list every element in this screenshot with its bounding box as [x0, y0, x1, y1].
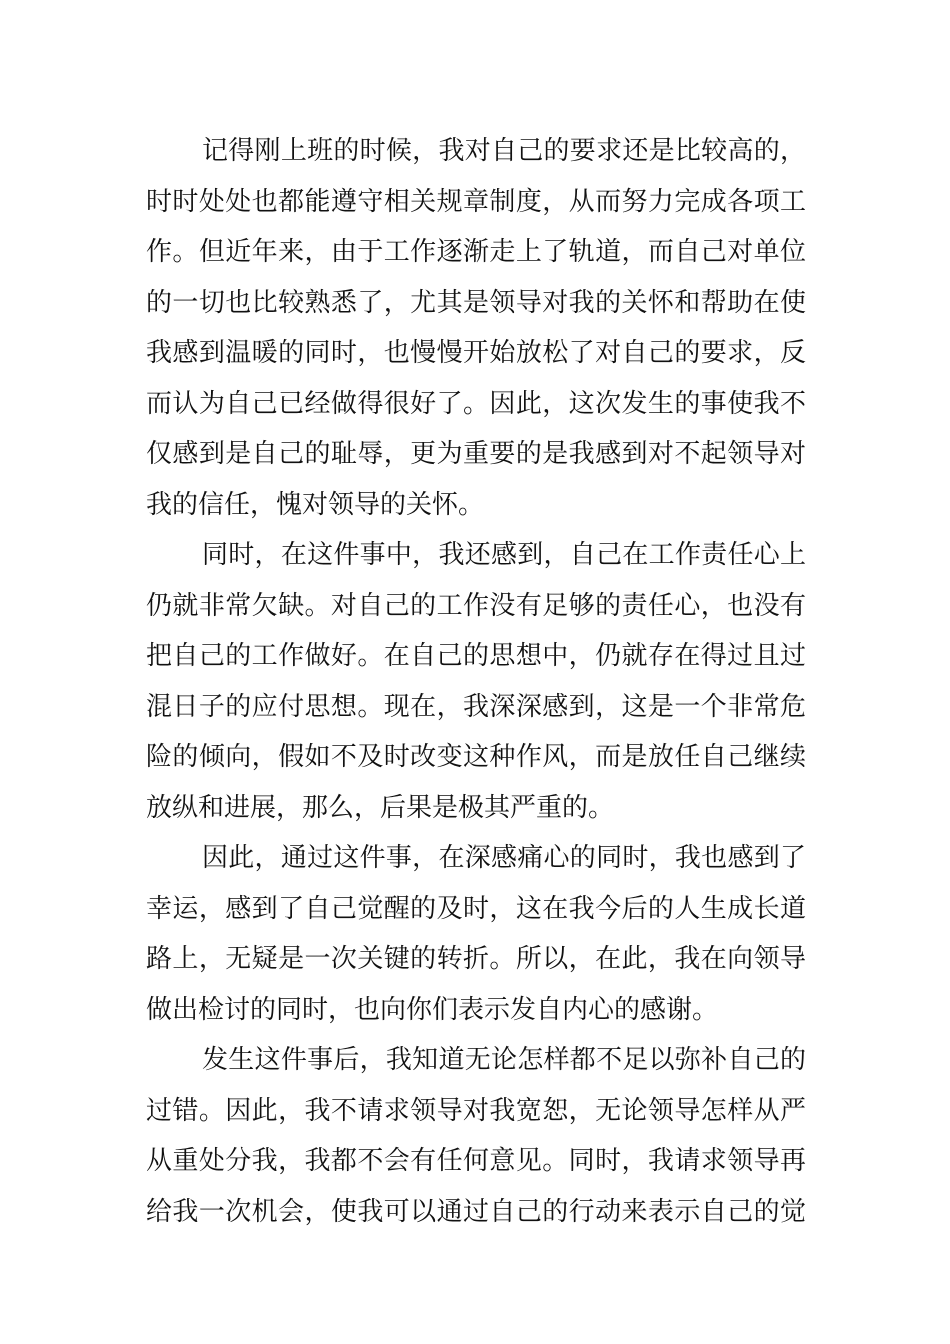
text-line: 险的倾向，假如不及时改变这种作风，而是放任自己继续 [146, 742, 806, 772]
text-line: 放纵和进展，那么，后果是极其严重的。 [146, 792, 615, 823]
text-line: 而认为自己已经做得很好了。因此，这次发生的事使我不 [146, 388, 806, 419]
document-body [146, 126, 806, 1237]
paragraph-2 [146, 530, 806, 833]
text-line: 把自己的工作做好。在自己的思想中，仍就存在得过且过 [146, 641, 806, 671]
text-line: 的一切也比较熟悉了，尤其是领导对我的关怀和帮助在使 [146, 287, 806, 318]
text-line: 混日子的应付思想。现在，我深深感到，这是一个非常危 [146, 691, 806, 722]
paragraph-1 [146, 126, 806, 530]
text-line: 路上，无疑是一次关键的转折。所以，在此，我在向领导 [146, 944, 806, 974]
text-line: 因此，通过这件事，在深感痛心的同时，我也感到了 [202, 843, 806, 873]
text-line: 我的信任，愧对领导的关怀。 [146, 489, 485, 520]
text-line: 我感到温暖的同时，也慢慢开始放松了对自己的要求，反 [146, 338, 806, 368]
text-line: 过错。因此，我不请求领导对我宽恕，无论领导怎样从严 [146, 1095, 806, 1126]
text-line: 时时处处也都能遵守相关规章制度，从而努力完成各项工 [146, 186, 806, 217]
text-line: 做出检讨的同时，也向你们表示发自内心的感谢。 [146, 994, 719, 1025]
paragraph-3 [146, 833, 806, 1035]
text-line: 仍就非常欠缺。对自己的工作没有足够的责任心，也没有 [146, 590, 806, 621]
text-line: 从重处分我，我都不会有任何意见。同时，我请求领导再 [146, 1146, 806, 1176]
text-line: 仅感到是自己的耻辱，更为重要的是我感到对不起领导对 [146, 439, 806, 469]
paragraph-4 [146, 1035, 806, 1237]
text-line: 发生这件事后，我知道无论怎样都不足以弥补自己的 [202, 1045, 806, 1075]
text-line: 给我一次机会，使我可以通过自己的行动来表示自己的觉 [146, 1196, 806, 1227]
text-line: 作。但近年来，由于工作逐渐走上了轨道，而自己对单位 [146, 237, 806, 267]
text-line: 幸运，感到了自己觉醒的及时，这在我今后的人生成长道 [146, 893, 806, 924]
text-line: 记得刚上班的时候，我对自己的要求还是比较高的， [202, 136, 806, 166]
text-line: 同时，在这件事中，我还感到，自己在工作责任心上 [202, 540, 806, 570]
